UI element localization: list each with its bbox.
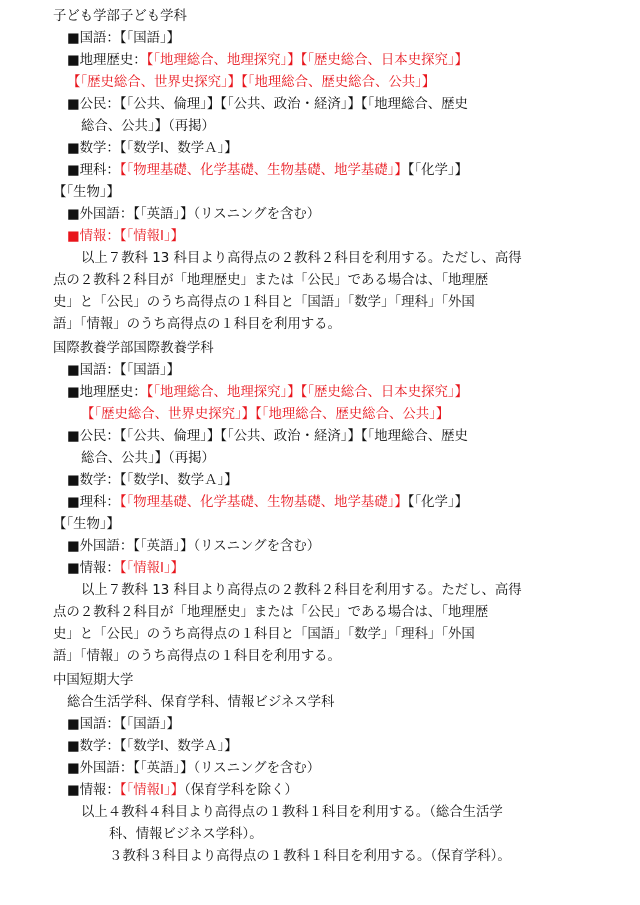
note-line: 語」「情報」のうち高得点の１科目を利用する。 bbox=[53, 317, 341, 332]
subject-line-kokugo: ■国語：【「国語」】 bbox=[67, 31, 181, 46]
subject-line-gaikokugo: ■外国語：【「英語」】（リスニングを含む） bbox=[67, 761, 321, 776]
note-line: 点の２教科２科目が「地理歴史」または「公民」である場合は、「地理歴 bbox=[53, 273, 489, 288]
subject-line-rika-cont: 【「生物」】 bbox=[53, 185, 120, 200]
subject-line-kokugo: ■国語：【「国語」】 bbox=[67, 363, 181, 378]
section-heading: 中国短期大学 bbox=[53, 673, 134, 688]
subject-line-joho: ■情報：【「情報Ⅰ」】 bbox=[67, 229, 185, 244]
subject-line-kokugo: ■国語：【「国語」】 bbox=[67, 717, 181, 732]
subject-line-komin-cont: 総合、公共」】（再掲） bbox=[81, 119, 215, 134]
subject-line-joho: ■情報：【「情報Ⅰ」】（保育学科を除く） bbox=[67, 783, 298, 798]
subject-line-sugaku: ■数学：【「数学Ⅰ、数学Ａ」】 bbox=[67, 141, 238, 156]
subject-line-chireki-cont: 【「歴史総合、世界史探究」】【「地理総合、歴史総合、公共」】 bbox=[81, 407, 450, 422]
subject-line-chireki: ■地理歴史：【「地理総合、地理探究」】【「歴史総合、日本史探究」】 bbox=[67, 385, 468, 400]
note-line: 以上４教科４科目より高得点の１教科１科目を利用する。（総合生活学 bbox=[81, 805, 503, 820]
section-heading: 国際教養学部国際教養学科 bbox=[53, 341, 214, 356]
note-line: 以上７教科 13 科目より高得点の２教科２科目を利用する。ただし、高得 bbox=[81, 583, 522, 598]
note-line: 史」と「公民」のうち高得点の１科目と「国語」「数学」「理科」「外国 bbox=[53, 295, 475, 310]
note-line: 以上７教科 13 科目より高得点の２教科２科目を利用する。ただし、高得 bbox=[81, 251, 522, 266]
subject-line-rika: ■理科：【「物理基礎、化学基礎、生物基礎、地学基礎」】【「化学」】 bbox=[67, 495, 468, 510]
subject-line-chireki-cont: 【「歴史総合、世界史探究」】【「地理総合、歴史総合、公共」】 bbox=[67, 75, 436, 90]
subject-line-komin: ■公民：【「公共、倫理」】【「公共、政治・経済」】【「地理総合、歴史 bbox=[67, 97, 468, 112]
note-line: 史」と「公民」のうち高得点の１科目と「国語」「数学」「理科」「外国 bbox=[53, 627, 475, 642]
subject-line-gaikokugo: ■外国語：【「英語」】（リスニングを含む） bbox=[67, 539, 321, 554]
subject-line-joho: ■情報：【「情報Ⅰ」】 bbox=[67, 561, 185, 576]
subject-line-sugaku: ■数学：【「数学Ⅰ、数学Ａ」】 bbox=[67, 739, 238, 754]
note-line: 点の２教科２科目が「地理歴史」または「公民」である場合は、「地理歴 bbox=[53, 605, 489, 620]
subject-line-gaikokugo: ■外国語：【「英語」】（リスニングを含む） bbox=[67, 207, 321, 222]
subject-line-rika-cont: 【「生物」】 bbox=[53, 517, 120, 532]
subject-line-sugaku: ■数学：【「数学Ⅰ、数学Ａ」】 bbox=[67, 473, 238, 488]
section-heading: 子ども学部子ども学科 bbox=[53, 9, 187, 24]
section-subheading: 総合生活学科、保育学科、情報ビジネス学科 bbox=[67, 695, 335, 710]
subject-line-komin-cont: 総合、公共」】（再掲） bbox=[81, 451, 215, 466]
subject-line-chireki: ■地理歴史：【「地理総合、地理探究」】【「歴史総合、日本史探究」】 bbox=[67, 53, 468, 68]
subject-line-rika: ■理科：【「物理基礎、化学基礎、生物基礎、地学基礎」】【「化学」】 bbox=[67, 163, 468, 178]
note-line: ３教科３科目より高得点の１教科１科目を利用する。（保育学科）。 bbox=[109, 849, 511, 864]
subject-line-komin: ■公民：【「公共、倫理」】【「公共、政治・経済」】【「地理総合、歴史 bbox=[67, 429, 468, 444]
note-line: 語」「情報」のうち高得点の１科目を利用する。 bbox=[53, 649, 341, 664]
note-line: 科、情報ビジネス学科）。 bbox=[109, 827, 263, 842]
